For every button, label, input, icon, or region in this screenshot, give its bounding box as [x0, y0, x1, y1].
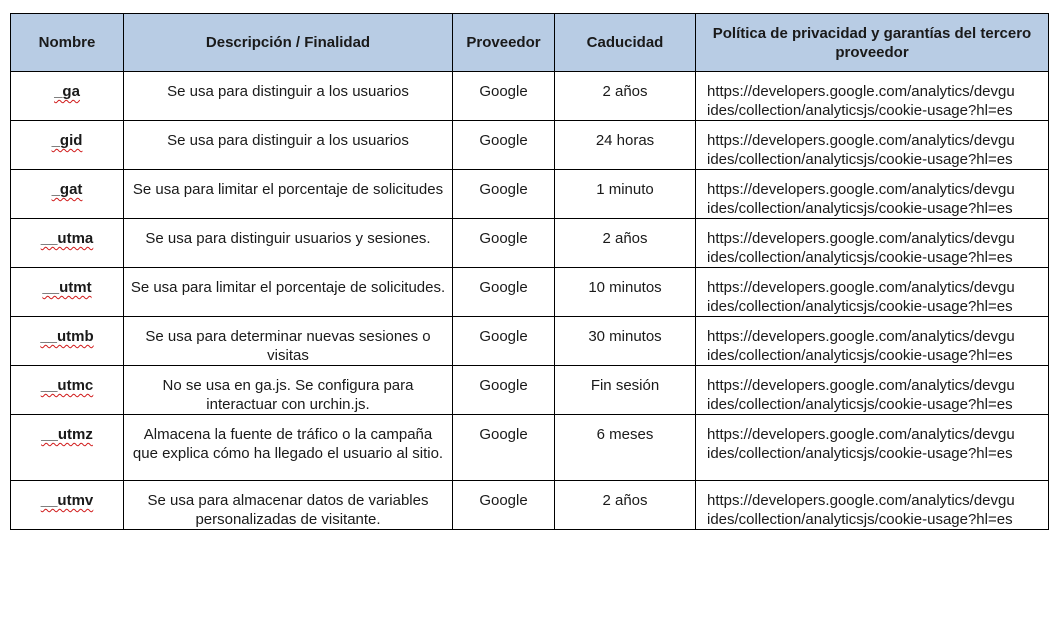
- table-row: [11, 415, 1049, 481]
- table-row: [11, 219, 1049, 268]
- cookie-policy-url: [696, 317, 1049, 366]
- cookie-provider: Google: [453, 170, 555, 219]
- cookie-policy-url: [696, 219, 1049, 268]
- cookie-policy-url: [696, 268, 1049, 317]
- cookie-policy-url: [696, 121, 1049, 170]
- policy-url-line-1: https://developers.google.com/analytics/devgu: [707, 279, 1015, 296]
- policy-url-line-1: https://developers.google.com/analytics/devgu: [707, 230, 1015, 247]
- cookie-provider: Google: [453, 219, 555, 268]
- cookie-name-cell: [11, 481, 124, 530]
- header-provider: Proveedor: [453, 14, 555, 72]
- cookie-name: __utma: [40, 230, 94, 247]
- cookie-description: Se usa para determinar nuevas sesiones o visitas: [124, 317, 453, 366]
- cookie-provider: Google: [453, 121, 555, 170]
- table-row: [11, 317, 1049, 366]
- cookie-provider: Google: [453, 415, 555, 481]
- cookie-expiry: Fin sesión: [555, 366, 696, 415]
- cookie-name: __utmv: [40, 492, 94, 509]
- policy-url-line-2: ides/collection/analyticsjs/cookie-usage?hl=es: [707, 102, 1013, 119]
- cookie-name-cell: [11, 317, 124, 366]
- cookie-provider: Google: [453, 481, 555, 530]
- header-name: Nombre: [11, 14, 124, 72]
- cookie-name: __utmb: [40, 328, 94, 345]
- cookie-name-cell: [11, 366, 124, 415]
- cookie-policy-url: [696, 415, 1049, 481]
- cookie-name-cell: [11, 170, 124, 219]
- cookie-name-cell: [11, 121, 124, 170]
- cookie-name-cell: [11, 268, 124, 317]
- policy-url-line-2: ides/collection/analyticsjs/cookie-usage?hl=es: [707, 249, 1013, 266]
- cookie-description: Se usa para distinguir a los usuarios: [124, 72, 453, 121]
- policy-url-line-2: ides/collection/analyticsjs/cookie-usage?hl=es: [707, 511, 1013, 528]
- cookie-expiry: 10 minutos: [555, 268, 696, 317]
- policy-url-line-2: ides/collection/analyticsjs/cookie-usage?hl=es: [707, 347, 1013, 364]
- cookie-expiry: 24 horas: [555, 121, 696, 170]
- policy-url-line-1: https://developers.google.com/analytics/devgu: [707, 328, 1015, 345]
- cookie-name-cell: [11, 415, 124, 481]
- cookie-provider: Google: [453, 268, 555, 317]
- cookie-provider: Google: [453, 366, 555, 415]
- cookie-provider: Google: [453, 72, 555, 121]
- cookie-name: _ga: [54, 83, 80, 100]
- header-description: Descripción / Finalidad: [124, 14, 453, 72]
- cookie-description: Se usa para limitar el porcentaje de solicitudes: [124, 170, 453, 219]
- cookie-name: __utmt: [42, 279, 92, 296]
- cookie-expiry: 30 minutos: [555, 317, 696, 366]
- cookie-policy-url: [696, 170, 1049, 219]
- table-row: [11, 121, 1049, 170]
- cookie-name: __utmc: [40, 377, 94, 394]
- policy-url-line-1: https://developers.google.com/analytics/devgu: [707, 83, 1015, 100]
- cookie-expiry: 1 minuto: [555, 170, 696, 219]
- cookie-provider: Google: [453, 317, 555, 366]
- cookie-name: __utmz: [41, 426, 93, 443]
- cookie-name-cell: [11, 219, 124, 268]
- policy-url-line-1: https://developers.google.com/analytics/devgu: [707, 181, 1015, 198]
- header-policy: Política de privacidad y garantías del tercero proveedor: [696, 14, 1049, 72]
- cookie-expiry: 2 años: [555, 481, 696, 530]
- cookie-table: [10, 13, 1049, 530]
- cookie-description: Almacena la fuente de tráfico o la campaña que explica cómo ha llegado el usuario al sitio.: [124, 415, 453, 481]
- table-row: [11, 72, 1049, 121]
- cookie-name-cell: [11, 72, 124, 121]
- table-row: [11, 366, 1049, 415]
- cookie-name: _gid: [51, 132, 83, 149]
- policy-url-line-1: https://developers.google.com/analytics/devgu: [707, 132, 1015, 149]
- policy-url-line-2: ides/collection/analyticsjs/cookie-usage?hl=es: [707, 445, 1013, 462]
- cookie-table-wrapper: [10, 13, 1049, 530]
- table-row: [11, 481, 1049, 530]
- cookie-description: Se usa para limitar el porcentaje de solicitudes.: [124, 268, 453, 317]
- cookie-policy-url: [696, 366, 1049, 415]
- header-expiry: Caducidad: [555, 14, 696, 72]
- table-header-row: [11, 14, 1049, 72]
- policy-url-line-2: ides/collection/analyticsjs/cookie-usage?hl=es: [707, 151, 1013, 168]
- cookie-expiry: 2 años: [555, 72, 696, 121]
- policy-url-line-1: https://developers.google.com/analytics/devgu: [707, 426, 1015, 443]
- cookie-description: No se usa en ga.js. Se configura para interactuar con urchin.js.: [124, 366, 453, 415]
- policy-url-line-2: ides/collection/analyticsjs/cookie-usage?hl=es: [707, 200, 1013, 217]
- cookie-policy-url: [696, 72, 1049, 121]
- cookie-policy-url: [696, 481, 1049, 530]
- cookie-description: Se usa para distinguir a los usuarios: [124, 121, 453, 170]
- cookie-description: Se usa para almacenar datos de variables personalizadas de visitante.: [124, 481, 453, 530]
- policy-url-line-2: ides/collection/analyticsjs/cookie-usage?hl=es: [707, 298, 1013, 315]
- policy-url-line-1: https://developers.google.com/analytics/devgu: [707, 492, 1015, 509]
- cookie-name: _gat: [51, 181, 83, 198]
- table-row: [11, 268, 1049, 317]
- table-row: [11, 170, 1049, 219]
- policy-url-line-2: ides/collection/analyticsjs/cookie-usage?hl=es: [707, 396, 1013, 413]
- policy-url-line-1: https://developers.google.com/analytics/devgu: [707, 377, 1015, 394]
- cookie-description: Se usa para distinguir usuarios y sesiones.: [124, 219, 453, 268]
- cookie-expiry: 2 años: [555, 219, 696, 268]
- cookie-expiry: 6 meses: [555, 415, 696, 481]
